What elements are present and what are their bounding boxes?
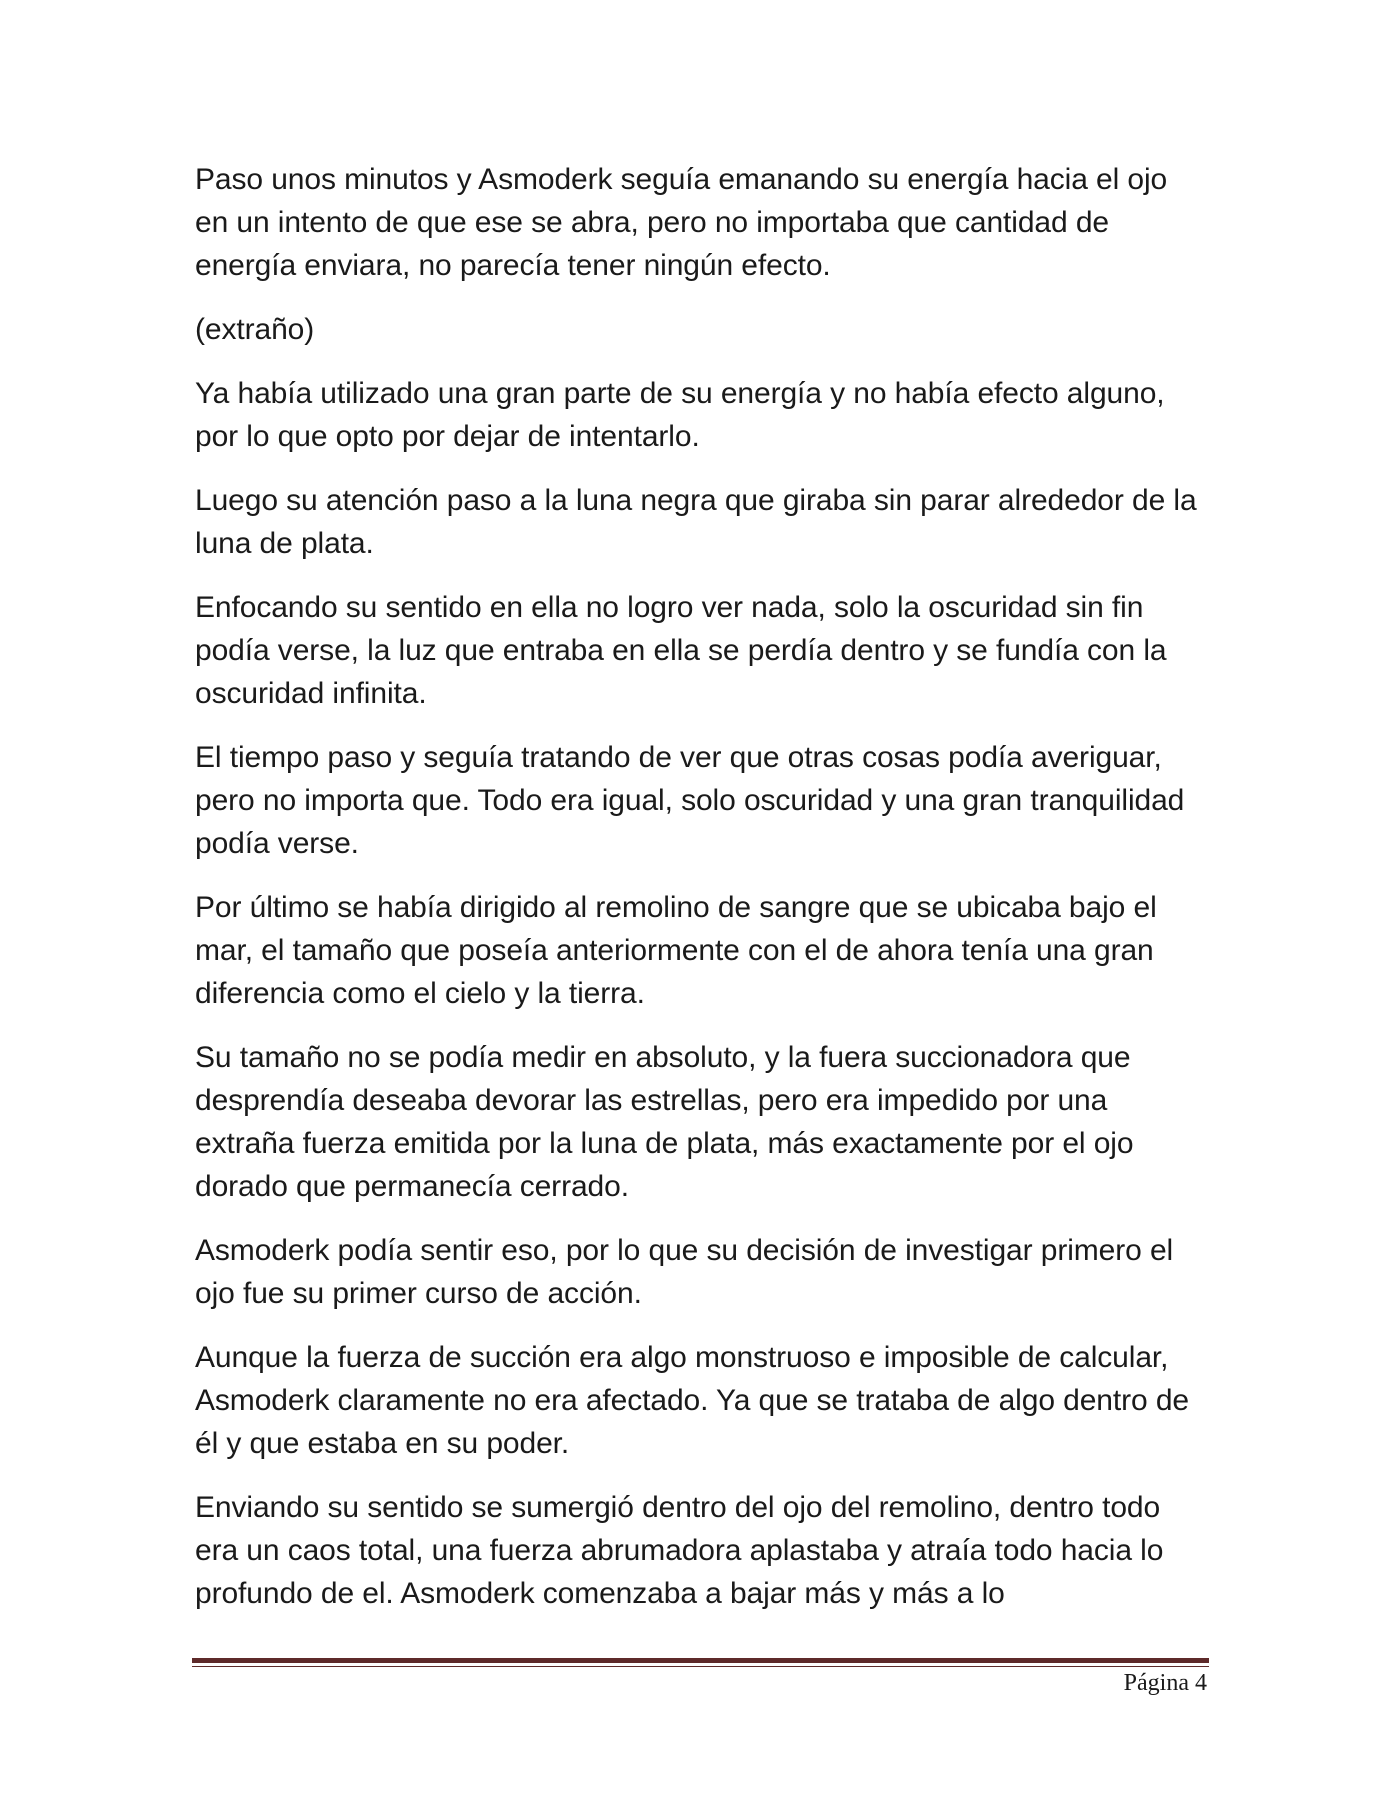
paragraph: Aunque la fuerza de succión era algo monstruoso e imposible de calcular, Asmoderk claramente no era afectado. Ya que se trataba de algo dentro de él y que estaba en su poder. — [195, 1341, 1190, 1460]
page-number: Página 4 — [1123, 1670, 1207, 1696]
paragraph: Asmoderk podía sentir eso, por lo que su decisión de investigar primero el ojo fue su primer curso de acción. — [195, 1234, 1174, 1310]
paragraph: Por último se había dirigido al remolino de sangre que se ubicaba bajo el mar, el tamaño que poseía anteriormente con el de ahora tenía una gran diferencia como el cielo y la tierra. — [195, 891, 1157, 1010]
paragraph: Enviando su sentido se sumergió dentro del ojo del remolino, dentro todo era un caos total, una fuerza abrumadora aplastaba y atraía todo hacia lo profundo de el. Asmoderk comenzaba a bajar más y más a lo — [195, 1491, 1164, 1610]
document-body — [195, 158, 1205, 1636]
paragraph: Paso unos minutos y Asmoderk seguía emanando su energía hacia el ojo en un intento de que ese se abra, pero no importaba que cantidad de energía enviara, no parecía tener ningún efecto. — [195, 163, 1168, 282]
paragraph: Enfocando su sentido en ella no logro ver nada, solo la oscuridad sin fin podía verse, la luz que entraba en ella se perdía dentro y se fundía con la oscuridad infinita. — [195, 591, 1167, 710]
paragraph: Ya había utilizado una gran parte de su energía y no había efecto alguno, por lo que opto por dejar de intentarlo. — [195, 377, 1165, 453]
footer-rule-thin — [192, 1666, 1209, 1667]
footer-rule — [192, 1658, 1209, 1663]
paragraph: Luego su atención paso a la luna negra que giraba sin parar alrededor de la luna de plata. — [195, 484, 1197, 560]
paragraph: (extraño) — [195, 313, 315, 346]
paragraph: Su tamaño no se podía medir en absoluto, y la fuera succionadora que desprendía deseaba devorar las estrellas, pero era impedido por una extraña fuerza emitida por la luna de plata, más exactamente por el ojo dorado que permanecía cerrado. — [195, 1041, 1134, 1203]
paragraph: El tiempo paso y seguía tratando de ver que otras cosas podía averiguar, pero no importa que. Todo era igual, solo oscuridad y una gran tranquilidad podía verse. — [195, 741, 1185, 860]
